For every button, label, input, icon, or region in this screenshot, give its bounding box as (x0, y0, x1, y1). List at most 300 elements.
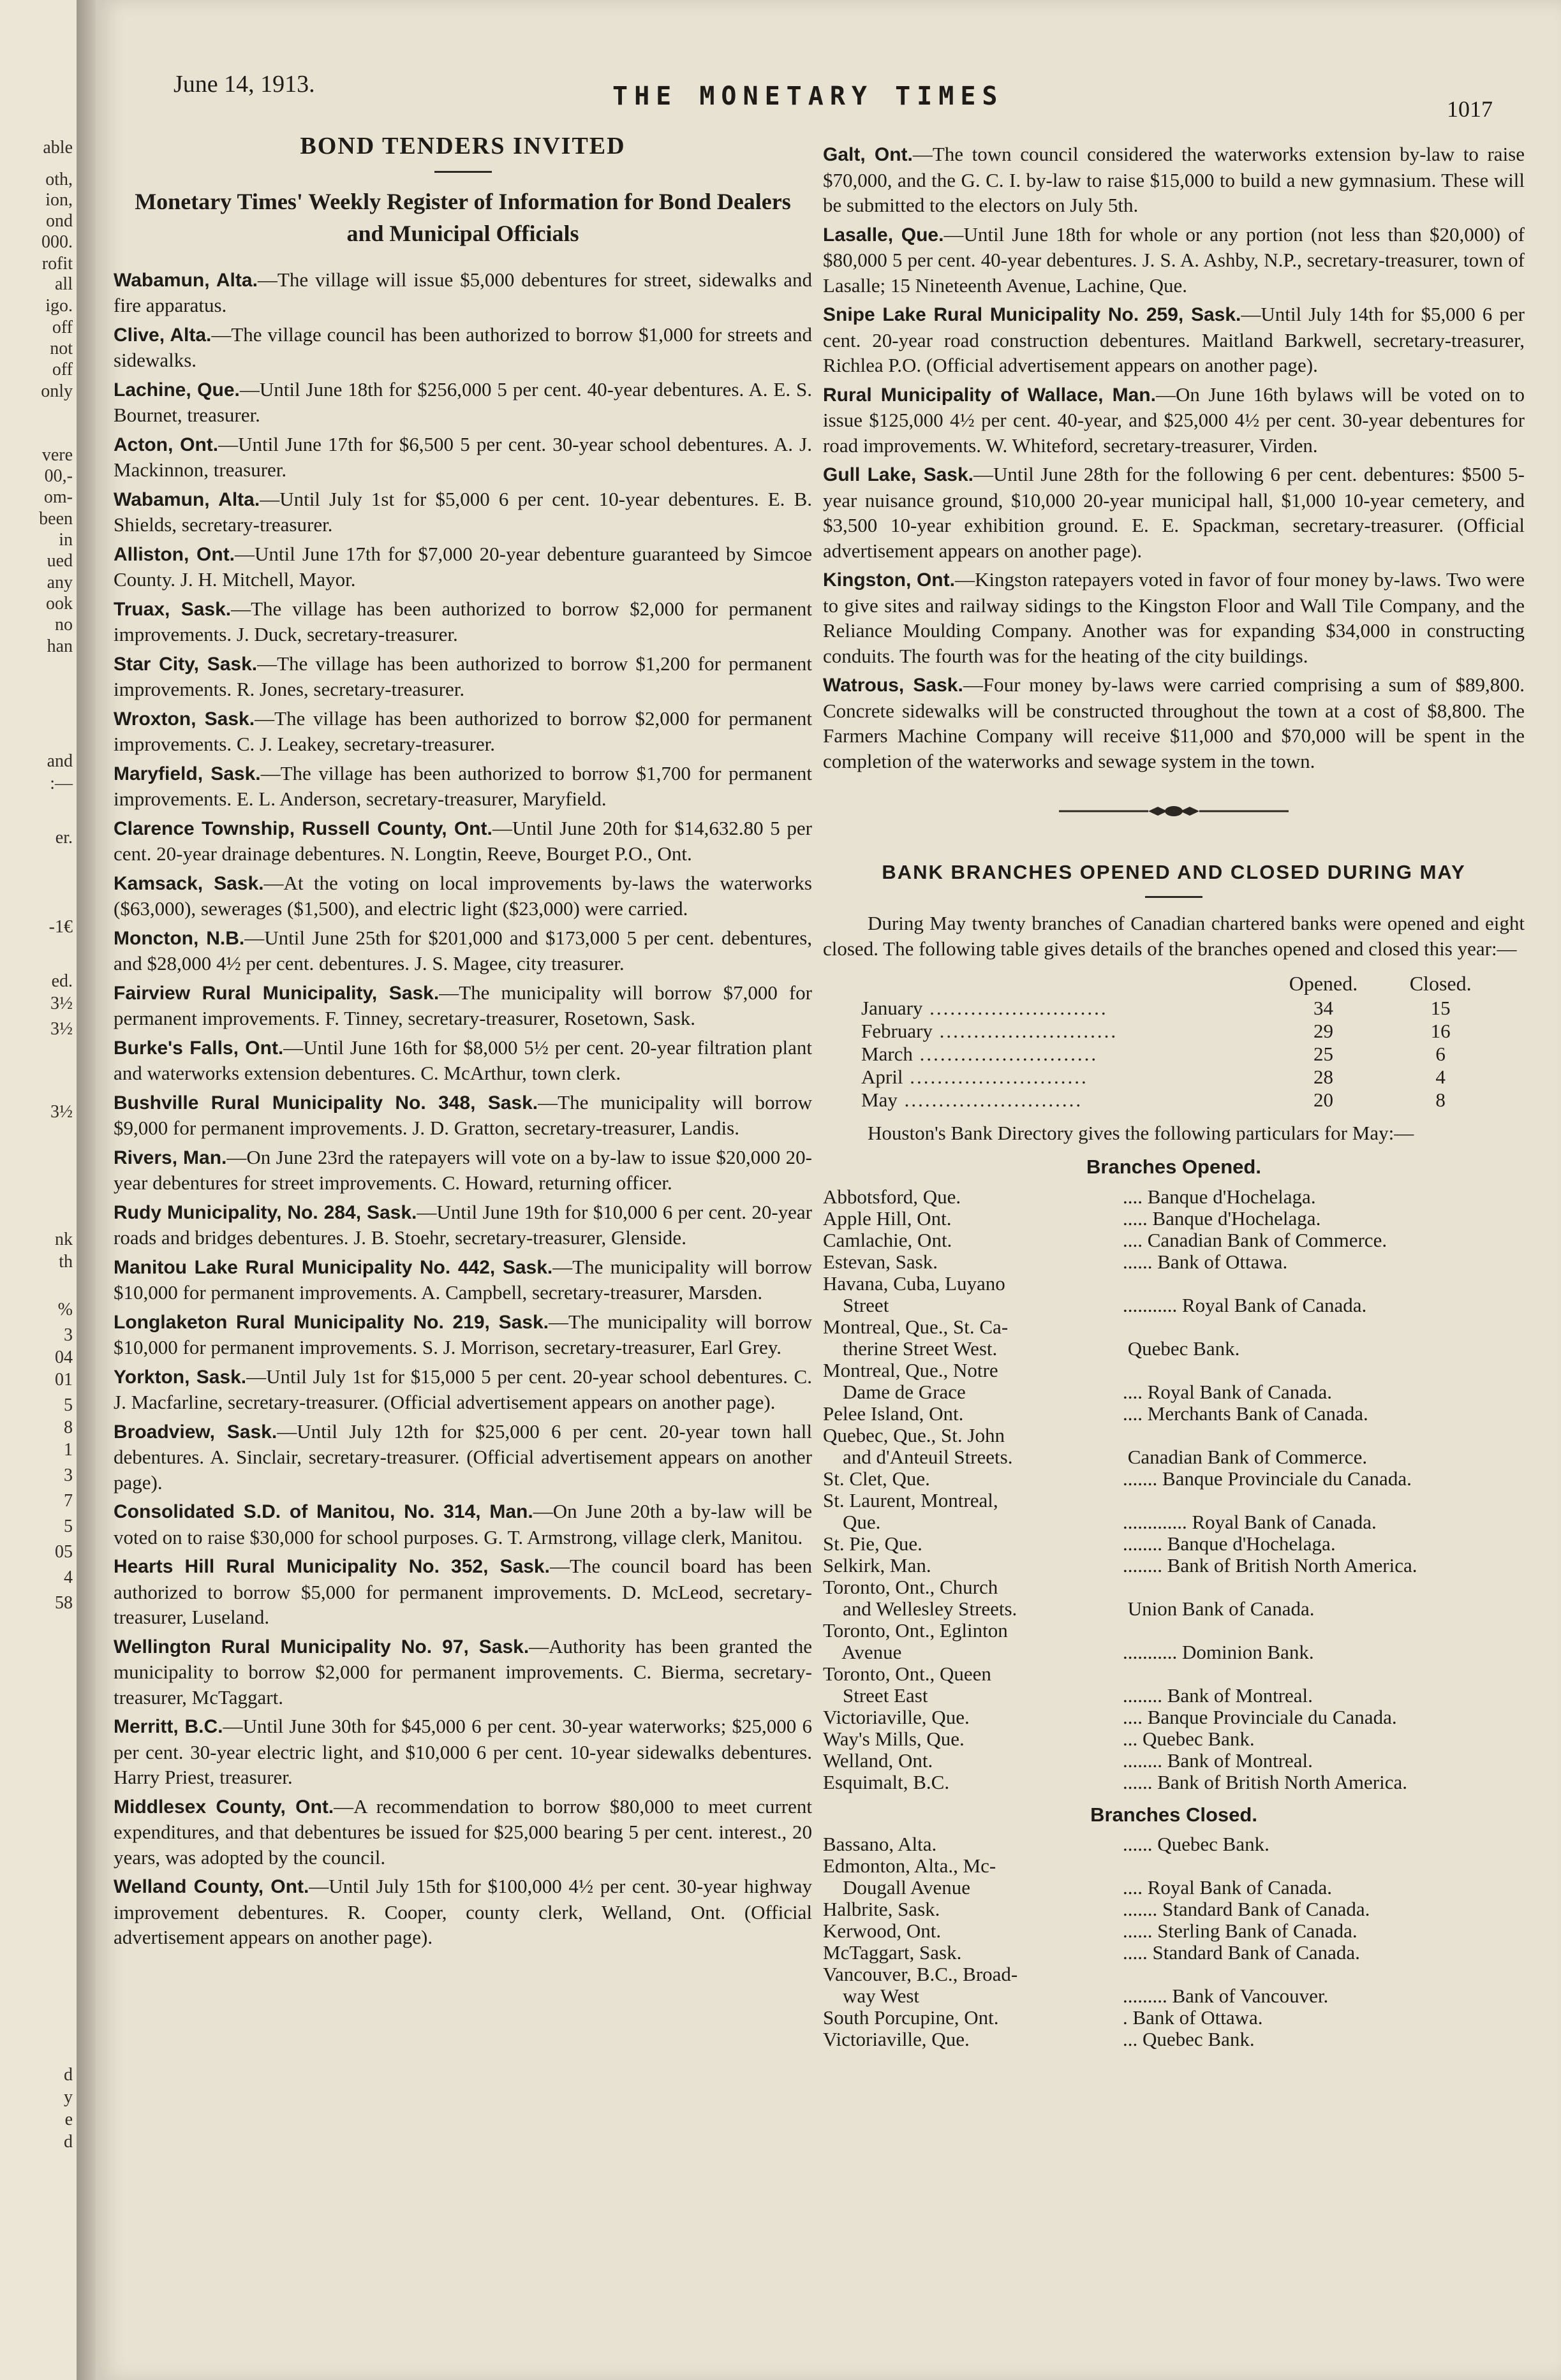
tender-item (114, 432, 812, 483)
branch-row (823, 1273, 1525, 1295)
branch-location: Estevan, Sask. (823, 1250, 938, 1273)
branch-row (823, 1576, 1525, 1598)
branch-bank (1123, 1273, 1525, 1295)
tender-item (114, 1554, 812, 1630)
tender-item (114, 267, 812, 318)
branch-bank (1123, 1576, 1525, 1598)
month-row (861, 1089, 1499, 1112)
tender-place: Wabamun, Alta. (114, 488, 260, 510)
tender-place: Middlesex County, Ont. (114, 1796, 334, 1818)
opened-value: 28 (1313, 1065, 1333, 1088)
tender-text: —The municipality will borrow $10,000 for permanent improvements. S. J. Morrison, secretary-treasurer, Earl Grey. (114, 1310, 813, 1358)
tender-place: Gull Lake, Sask. (823, 464, 973, 485)
margin-fragment: ook (46, 594, 73, 613)
tender-text: —On June 16th bylaws will be voted on to issue $125,000 4½ per cent. 40-year, and $25,000 4½ per cent. 30-year debentures for road improvements. W. Whiteford, secretary-treasurer, Virden. (823, 383, 1525, 457)
tender-item (114, 1145, 812, 1196)
branch-bank: ... Quebec Bank. (1123, 1727, 1255, 1750)
tender-text: —The village has been authorized to borrow $1,700 for permanent improvements. E. L. Anderson, secretary-treasurer, Maryfield. (114, 761, 813, 810)
branch-bank: ... Quebec Bank. (1123, 2028, 1255, 2050)
tender-text: —On June 20th a by-law will be voted on to raise $30,000 for school purposes. G. T. Armstrong, village clerk, Manitou. (114, 1500, 812, 1548)
tender-item (114, 816, 812, 867)
branch-location: way West (823, 1985, 920, 2007)
tender-place: Bushville Rural Municipality No. 348, Sask. (114, 1092, 538, 1113)
branch-bank: ........ Banque d'Hochelaga. (1123, 1532, 1336, 1555)
tender-place: Rural Municipality of Wallace, Man. (823, 384, 1156, 406)
tender-text: —The town council considered the waterworks extension by-law to raise $70,000, and the G. C. I. by-law to raise $15,000 to build a new gymnasium. These will be submitted to the electors on July 5th. (823, 143, 1525, 216)
tender-text: —Until July 14th for $5,000 6 per cent. 20-year road construction debentures. Maitland Barkwell, secretary-treasurer, Richlea P.O. (Official advertisement appears on another page). (823, 303, 1525, 376)
branch-location: Esquimalt, B.C. (823, 1770, 950, 1793)
branch-row (823, 1642, 1525, 1663)
margin-fragment: y (64, 2087, 73, 2107)
tender-item (114, 1419, 812, 1495)
month-name: April (861, 1065, 903, 1088)
margin-fragment: 1 (64, 1440, 73, 1460)
branch-row (823, 2007, 1525, 2029)
branch-row (823, 1425, 1525, 1446)
month-row (861, 1066, 1499, 1089)
margin-fragment: rofit (41, 254, 73, 274)
opened-value: 20 (1313, 1088, 1333, 1111)
tender-text: —The council board has been authorized to borrow $5,000 for permanent improvements. D. McLeod, secretary-treasurer, Luseland. (114, 1555, 812, 1628)
tender-place: Maryfield, Sask. (114, 763, 261, 784)
margin-fragment: e (64, 2110, 73, 2129)
margin-fragment: 000. (41, 232, 73, 252)
branch-location: Victoriaville, Que. (823, 2028, 970, 2050)
branch-row (823, 1446, 1525, 1468)
tender-item (114, 1364, 812, 1415)
branch-bank (1123, 1663, 1525, 1685)
opened-column-header: Opened. (1289, 972, 1358, 995)
margin-fragment: igo. (45, 296, 73, 316)
branch-bank: ......... Bank of Vancouver. (1123, 1985, 1329, 2007)
tender-place: Star City, Sask. (114, 653, 258, 675)
closed-column-header: Closed. (1409, 972, 1472, 995)
tender-item (114, 1874, 812, 1950)
branch-bank (1123, 1620, 1525, 1642)
branch-bank: ....... Standard Bank of Canada. (1123, 1898, 1370, 1920)
branch-row (823, 1511, 1525, 1533)
branch-row (823, 1942, 1525, 1964)
tender-text: —Until June 28th for the following 6 per cent. debentures: $500 5-year nuisance ground, $10,000 20-year municipal hall, $1,000 10-year cemetery, and $3,500 10-year exhibition ground. E. E. Spackman, secretary-treasurer. (Official advertisement appears on another page). (823, 463, 1525, 562)
branch-bank: Canadian Bank of Commerce. (1123, 1445, 1368, 1468)
margin-fragment: vere (41, 445, 73, 465)
branch-row (823, 1920, 1525, 1942)
right-column (823, 142, 1525, 2050)
tender-item (114, 870, 812, 922)
tender-item (823, 462, 1525, 563)
branch-location: Edmonton, Alta., Mc- (823, 1855, 996, 1877)
leader-dots: .......................... (932, 1019, 1118, 1042)
branch-location: Dame de Grace (823, 1380, 966, 1403)
branch-row (823, 1295, 1525, 1316)
tender-text: —The village will issue $5,000 debentures for street, sidewalks and fire apparatus. (114, 268, 812, 316)
branch-row (823, 1620, 1525, 1642)
branch-location: and d'Anteuil Streets. (823, 1445, 1013, 1468)
month-name: May (861, 1088, 898, 1111)
tender-place: Galt, Ont. (823, 144, 913, 165)
branch-location: Abbotsford, Que. (823, 1185, 961, 1208)
margin-fragment: om- (43, 487, 73, 507)
branch-bank: ........ Bank of British North America. (1123, 1554, 1417, 1576)
branch-row (823, 1360, 1525, 1381)
branch-location: Toronto, Ont., Church (823, 1575, 998, 1598)
branch-row (823, 1772, 1525, 1793)
branch-bank: .... Royal Bank of Canada. (1123, 1876, 1333, 1899)
margin-fragment: and (47, 751, 73, 771)
tender-text: —Until June 19th for $10,000 6 per cent. 20-year roads and bridges debentures. J. B. Stoehr, secretary-treasurer, Glenside. (114, 1200, 812, 1249)
branch-row (823, 1338, 1525, 1360)
branch-row (823, 1230, 1525, 1251)
margin-fragment: 00,- (44, 466, 73, 486)
month-cell (861, 1043, 1265, 1066)
tender-place: Welland County, Ont. (114, 1876, 309, 1897)
closed-value: 15 (1430, 996, 1451, 1019)
branch-location: Street East (823, 1684, 928, 1707)
tender-item (114, 761, 812, 812)
tender-place: Moncton, N.B. (114, 927, 245, 949)
month-cell (861, 1020, 1265, 1043)
tender-item (114, 1499, 812, 1550)
heading-rule (434, 171, 492, 173)
header-page-number: 1017 (1447, 96, 1493, 122)
tender-place: Rudy Municipality, No. 284, Sask. (114, 1201, 417, 1223)
branch-bank: ...... Bank of British North America. (1123, 1770, 1407, 1793)
margin-fragment: han (47, 636, 73, 656)
branch-location: Apple Hill, Ont. (823, 1207, 952, 1230)
branch-bank: ..... Banque d'Hochelaga. (1123, 1207, 1321, 1230)
margin-fragment: been (39, 509, 73, 529)
left-column (114, 134, 812, 1954)
branch-row (823, 1899, 1525, 1920)
tender-place: Kingston, Ont. (823, 569, 955, 591)
tender-text: —Until June 25th for $201,000 and $173,000 5 per cent. debentures, and $28,000 4½ per cent. debentures. J. S. Magee, city treasurer. (114, 926, 813, 974)
tender-place: Burke's Falls, Ont. (114, 1037, 284, 1059)
month-cell (861, 997, 1265, 1020)
month-name: January (861, 996, 923, 1019)
branch-location: St. Laurent, Montreal, (823, 1488, 998, 1511)
monthly-branch-table (861, 971, 1499, 1112)
branch-bank: .... Merchants Bank of Canada. (1123, 1402, 1368, 1425)
tender-place: Lasalle, Que. (823, 224, 944, 246)
branch-bank (1123, 1360, 1525, 1381)
margin-fragment: ion, (45, 190, 73, 210)
branch-bank: ........ Bank of Montreal. (1123, 1749, 1313, 1772)
branch-row (823, 1728, 1525, 1750)
tender-list-continued (823, 142, 1525, 774)
margin-fragment: 3 (64, 1465, 73, 1485)
branch-row (823, 1685, 1525, 1707)
tender-item (114, 1794, 812, 1870)
margin-fragment: 3½ (50, 1019, 73, 1039)
branch-bank: .... Royal Bank of Canada. (1123, 1380, 1333, 1403)
tender-place: Broadview, Sask. (114, 1421, 277, 1443)
branch-location: Selkirk, Man. (823, 1554, 931, 1576)
houston-intro: Houston's Bank Directory gives the following particulars for May:— (868, 1121, 1414, 1144)
branch-bank: ........... Royal Bank of Canada. (1123, 1293, 1367, 1316)
margin-fragment: ued (47, 551, 73, 571)
branch-bank: ..... Standard Bank of Canada. (1123, 1941, 1360, 1964)
margin-fragment: d (64, 2065, 73, 2085)
tender-text: —Until July 12th for $25,000 6 per cent. 20-year town hall debentures. A. Sinclair, secretary-treasurer. (Official advertisement appears on another page). (114, 1420, 812, 1494)
branch-location: St. Clet, Que. (823, 1467, 930, 1490)
branch-location: Halbrite, Sask. (823, 1898, 940, 1920)
branch-row (823, 1381, 1525, 1403)
margin-fragment: in (59, 530, 73, 550)
tender-item (114, 1634, 812, 1710)
bond-tenders-heading: BOND TENDERS INVITED (300, 133, 626, 159)
branch-row (823, 1468, 1525, 1490)
tender-place: Clarence Township, Russell County, Ont. (114, 818, 492, 839)
tender-item (114, 377, 812, 428)
tender-place: Consolidated S.D. of Manitou, No. 314, Man. (114, 1501, 533, 1522)
tender-item (823, 142, 1525, 218)
branch-location: Quebec, Que., St. John (823, 1423, 1005, 1446)
branch-bank (1123, 1316, 1525, 1338)
tender-item (823, 672, 1525, 774)
month-rows (861, 997, 1499, 1112)
month-name: March (861, 1042, 913, 1065)
branch-bank: . Bank of Ottawa. (1123, 2006, 1263, 2029)
tender-item (114, 925, 812, 976)
bank-intro: During May twenty branches of Canadian chartered banks were opened and eight closed. The following table gives details of the branches opened and closed this year:— (823, 912, 1525, 960)
margin-fragment: 3 (64, 1325, 73, 1345)
tender-text: —Until June 17th for $7,000 20-year debenture guaranteed by Simcoe County. J. H. Mitchell, Mayor. (114, 542, 812, 591)
tender-item (114, 322, 812, 373)
branches-closed-list (823, 1833, 1525, 2050)
tender-item (114, 980, 812, 1031)
branch-row (823, 1403, 1525, 1425)
tender-item (114, 541, 812, 592)
tender-place: Wabamun, Alta. (114, 269, 258, 291)
branch-row (823, 1877, 1525, 1899)
tender-place: Fairview Rural Municipality, Sask. (114, 982, 440, 1004)
tender-text: —Kingston ratepayers voted in favor of four money by-laws. Two were to give sites and railway sidings to the Kingston Floor and Wall Tile Company, and the Reliance Moulding Company. Another was for expanding $34,000 in constructing conduits. The fourth was for the heating of the city buildings. (823, 568, 1525, 667)
branch-row (823, 1316, 1525, 1338)
bond-tenders-subheading: Monetary Times' Weekly Register of Information for Bond Dealers and Municipal Officials (135, 188, 791, 246)
tender-place: Yorkton, Sask. (114, 1366, 247, 1388)
margin-fragment: 5 (64, 1395, 73, 1415)
tender-place: Acton, Ont. (114, 434, 219, 455)
branch-row (823, 1707, 1525, 1728)
branch-bank: .... Canadian Bank of Commerce. (1123, 1228, 1387, 1251)
leader-dots: .......................... (897, 1088, 1083, 1111)
branches-opened-heading: Branches Opened. (1086, 1156, 1261, 1178)
branch-row (823, 1855, 1525, 1877)
closed-value: 6 (1435, 1042, 1446, 1065)
branch-bank: ............. Royal Bank of Canada. (1123, 1510, 1377, 1533)
margin-fragment: ond (46, 211, 73, 231)
margin-fragment: th (59, 1252, 73, 1272)
tender-text: —The municipality will borrow $9,000 for permanent improvements. J. D. Gratton, secretary-treasurer, Landis. (114, 1091, 812, 1139)
branch-location: Toronto, Ont., Queen (823, 1662, 991, 1685)
tender-item (114, 651, 812, 702)
branch-location: Bassano, Alta. (823, 1833, 937, 1855)
branch-row (823, 1833, 1525, 1855)
tender-text: —Until June 18th for whole or any portion (not less than $20,000) of $80,000 5 per cent. 40-year debentures. J. S. A. Ashby, N.P., secretary-treasurer, town of Lasalle; 15 Nineteenth Avenue, Lachine, Que. (823, 223, 1525, 297)
adjacent-page-edge (0, 0, 77, 2380)
margin-fragment: 01 (55, 1370, 73, 1390)
branch-location: McTaggart, Sask. (823, 1941, 962, 1964)
header-title: THE MONETARY TIMES (612, 82, 1004, 111)
branch-location: Que. (823, 1510, 881, 1533)
branch-bank (1123, 1855, 1525, 1877)
branch-location: Toronto, Ont., Eglinton (823, 1619, 1008, 1642)
margin-fragment: % (57, 1300, 73, 1319)
branch-row (823, 2029, 1525, 2050)
tender-place: Rivers, Man. (114, 1147, 227, 1168)
tender-text: —The village has been authorized to borrow $1,200 for permanent improvements. R. Jones, secretary-treasurer. (114, 652, 812, 700)
branch-bank: ...... Sterling Bank of Canada. (1123, 1920, 1358, 1942)
branches-closed-heading: Branches Closed. (1090, 1803, 1257, 1826)
margin-fragment: any (47, 573, 73, 592)
bank-heading-rule (1145, 896, 1202, 898)
closed-value: 16 (1430, 1019, 1451, 1042)
branch-location: Pelee Island, Ont. (823, 1402, 964, 1425)
tender-text: —Until June 18th for $256,000 5 per cent. 40-year debentures. A. E. S. Bournet, treasurer. (114, 378, 812, 426)
branch-location: Dougall Avenue (823, 1876, 971, 1899)
branch-location: therine Street West. (823, 1337, 998, 1360)
branch-row (823, 1251, 1525, 1273)
tender-text: —Until June 17th for $6,500 5 per cent. 30-year school debentures. A. J. Mackinnon, treasurer. (114, 432, 812, 481)
tender-text: —Until July 15th for $100,000 4½ per cent. 30-year highway improvement debentures. R. Cooper, county clerk, Welland, Ont. (Official advertisement appears on another page). (114, 1875, 812, 1948)
margin-fragment: 04 (55, 1348, 73, 1367)
branch-bank: .... Banque Provinciale du Canada. (1123, 1705, 1397, 1728)
margin-fragment: d (64, 2132, 73, 2152)
month-row (861, 1043, 1499, 1066)
branch-row (823, 1533, 1525, 1555)
bank-branches-heading: BANK BRANCHES OPENED AND CLOSED DURING MAY (882, 861, 1466, 883)
branch-row (823, 1490, 1525, 1511)
margin-fragment: -1€ (48, 917, 73, 937)
month-cell (861, 1066, 1265, 1089)
tender-text: —The village council has been authorized to borrow $1,000 for streets and sidewalks. (114, 323, 812, 371)
tender-text: —The village has been authorized to borrow $2,000 for permanent improvements. J. Duck, secretary-treasurer. (114, 597, 813, 645)
tender-text: —Authority has been granted the municipality to borrow $2,000 for permanent improvements. C. Bierma, secretary-treasurer, McTaggart. (114, 1634, 813, 1708)
branch-row (823, 1598, 1525, 1620)
margin-fragment: off (52, 318, 73, 337)
margin-fragment: 05 (55, 1542, 73, 1562)
branch-row (823, 1555, 1525, 1576)
tender-item (823, 302, 1525, 378)
tender-place: Truax, Sask. (114, 598, 232, 620)
tender-text: —Until July 1st for $5,000 6 per cent. 10-year debentures. E. B. Shields, secretary-treasurer. (114, 487, 812, 536)
branch-bank: ........... Dominion Bank. (1123, 1640, 1314, 1663)
closed-value: 4 (1435, 1065, 1446, 1088)
margin-fragment: er. (55, 828, 73, 848)
branch-row (823, 1208, 1525, 1230)
branch-bank: Union Bank of Canada. (1123, 1597, 1315, 1620)
branch-row (823, 1750, 1525, 1772)
tender-item (114, 1035, 812, 1086)
tender-text: —The municipality will borrow $7,000 for permanent improvements. F. Tinney, secretary-treasurer, Rosetown, Sask. (114, 981, 812, 1029)
leader-dots: .......................... (922, 996, 1108, 1019)
opened-value: 34 (1313, 996, 1333, 1019)
branch-bank (1123, 1490, 1525, 1511)
branch-location: Montreal, Que., Notre (823, 1358, 998, 1381)
branch-location: and Wellesley Streets. (823, 1597, 1017, 1620)
branch-bank (1123, 1964, 1525, 1985)
tender-place: Kamsack, Sask. (114, 872, 264, 894)
opened-value: 25 (1313, 1042, 1333, 1065)
closed-value: 8 (1435, 1088, 1446, 1111)
margin-fragment: 3½ (50, 994, 73, 1013)
tender-text: —A recommendation to borrow $80,000 to meet current expenditures, and that debentures be issued for $25,000 bearing 5 per cent. interest., 20 years, was adopted by the council. (114, 1795, 812, 1869)
tender-item (114, 706, 812, 757)
branch-location: Kerwood, Ont. (823, 1920, 942, 1942)
branch-location: Montreal, Que., St. Ca- (823, 1315, 1009, 1338)
margin-fragment: all (55, 274, 73, 294)
tender-place: Alliston, Ont. (114, 543, 235, 565)
branch-location: Street (823, 1293, 889, 1316)
margin-fragment: oth, (45, 170, 73, 189)
branch-location: Vancouver, B.C., Broad- (823, 1963, 1018, 1985)
branch-bank (1123, 1425, 1525, 1446)
tender-item (114, 1309, 812, 1360)
margin-fragment: only (41, 381, 73, 401)
tender-item (823, 382, 1525, 459)
tender-text: —On June 23rd the ratepayers will vote on a by-law to issue $20,000 20-year debentures for street improvements. C. Howard, returning officer. (114, 1145, 812, 1194)
tender-text: —Until June 16th for $8,000 5½ per cent. 20-year filtration plant and waterworks extension debentures. C. McArthur, town clerk. (114, 1036, 812, 1084)
ornament-divider-icon (1059, 802, 1289, 821)
tender-item (114, 487, 812, 538)
branch-location: Havana, Cuba, Luyano (823, 1272, 1005, 1295)
branch-location: Avenue (823, 1640, 902, 1663)
tender-text: —Until July 1st for $15,000 5 per cent. 20-year school debentures. C. J. Macfarline, secretary-treasurer. (Official advertisement appears on another page). (114, 1365, 812, 1413)
margin-fragment: 4 (64, 1568, 73, 1587)
branch-location: Victoriaville, Que. (823, 1705, 970, 1728)
margin-fragment: 7 (64, 1491, 73, 1511)
tender-place: Hearts Hill Rural Municipality No. 352, Sask. (114, 1556, 550, 1577)
month-name: February (861, 1019, 933, 1042)
tender-item (823, 222, 1525, 298)
tender-list (114, 267, 812, 1950)
branch-location: South Porcupine, Ont. (823, 2006, 999, 2029)
section-ornament (823, 802, 1525, 821)
branch-location: Way's Mills, Que. (823, 1727, 965, 1750)
tender-text: —The village has been authorized to borrow $2,000 for permanent improvements. C. J. Leakey, secretary-treasurer. (114, 707, 813, 755)
branch-row (823, 1964, 1525, 1985)
margin-fragment: able (43, 138, 73, 158)
branch-location: Welland, Ont. (823, 1749, 933, 1772)
margin-fragment: :— (50, 774, 73, 793)
leader-dots: .......................... (903, 1065, 1088, 1088)
margin-fragment: ed. (51, 971, 73, 991)
tender-text: —Four money by-laws were carried comprising a sum of $89,800. Concrete sidewalks will be constructed throughout the town at a cost of $8,800. The Farmers Machine Company will receive $11,000 and $70,000 will be spent in the completion of the waterworks and sewage system in the town. (823, 673, 1525, 772)
branch-location: St. Pie, Que. (823, 1532, 922, 1555)
tender-place: Manitou Lake Rural Municipality No. 442, Sask. (114, 1256, 553, 1278)
tender-item (114, 1254, 812, 1305)
branch-bank: .... Banque d'Hochelaga. (1123, 1185, 1316, 1208)
margin-fragment: no (55, 615, 73, 635)
tender-place: Lachine, Que. (114, 379, 240, 400)
tender-place: Watrous, Sask. (823, 675, 963, 696)
tender-item (114, 1090, 812, 1141)
tender-place: Longlaketon Rural Municipality No. 219, Sask. (114, 1311, 549, 1333)
leader-dots: .......................... (912, 1042, 1099, 1065)
tender-item (114, 1200, 812, 1251)
margin-fragment: not (50, 339, 73, 358)
branch-bank: Quebec Bank. (1123, 1337, 1240, 1360)
tender-place: Snipe Lake Rural Municipality No. 259, Sask. (823, 304, 1241, 325)
tender-text: —The municipality will borrow $10,000 for permanent improvements. A. Campbell, secretary-treasurer, Marsden. (114, 1255, 812, 1304)
margin-fragment: off (52, 360, 73, 379)
margin-fragment: 8 (64, 1418, 73, 1437)
tender-place: Wellington Rural Municipality No. 97, Sask. (114, 1636, 529, 1657)
tender-text: —Until June 30th for $45,000 6 per cent. 30-year waterworks; $25,000 6 per cent. 30-year electric light, and $10,000 6 per cent. 10-year sidewalks debentures. Harry Priest, treasurer. (114, 1715, 812, 1788)
tender-place: Clive, Alta. (114, 324, 212, 346)
tender-place: Wroxton, Sask. (114, 708, 255, 730)
month-row (861, 1020, 1499, 1043)
